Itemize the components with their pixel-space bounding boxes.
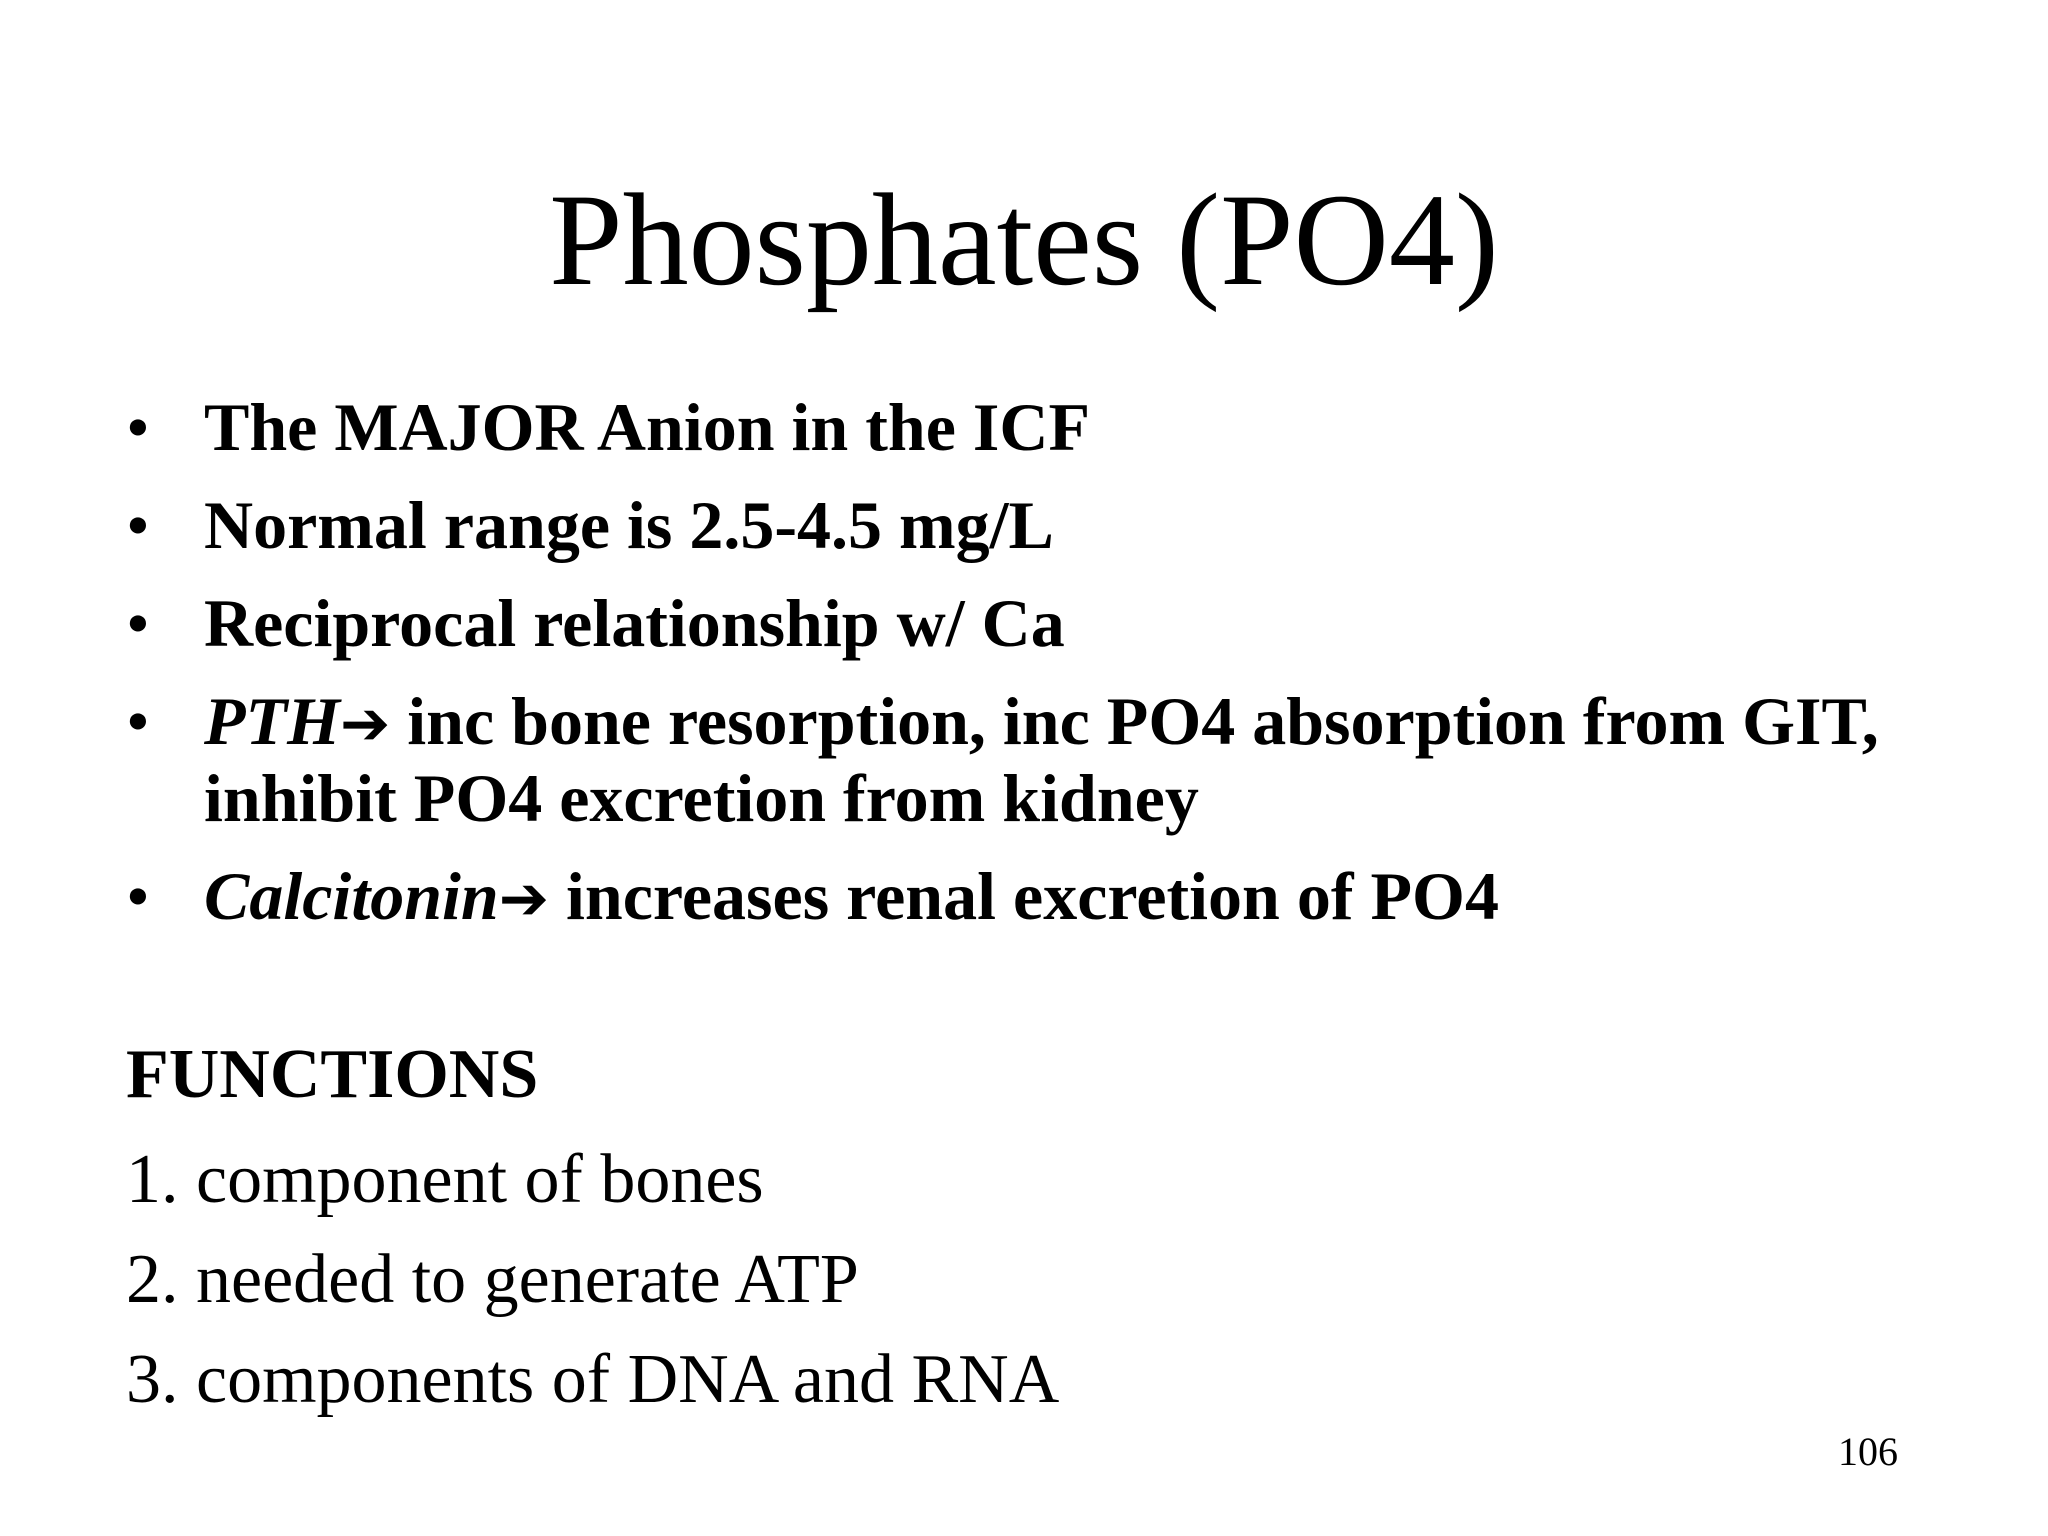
functions-list (126, 1130, 1059, 1430)
bullet-list (126, 390, 1976, 960)
functions-list-item: 2. needed to generate ATP (126, 1241, 859, 1318)
functions-heading: FUNCTIONS (126, 1036, 539, 1113)
bullet-marker: • (126, 487, 150, 563)
functions-list-item: 1. component of bones (126, 1141, 764, 1218)
right-arrow-icon: ➔ (339, 689, 391, 759)
page-number: 106 (1838, 1429, 1898, 1474)
bullet-text: increases renal excretion of PO4 (549, 858, 1499, 934)
bullet-item (126, 390, 1976, 464)
right-arrow-icon: ➔ (498, 864, 550, 934)
bullet-lead-term: Calcitonin (204, 858, 499, 934)
bullet-marker: • (126, 858, 150, 934)
slide-title: Phosphates (PO4) (549, 166, 1499, 313)
bullet-text: Reciprocal relationship w/ Ca (204, 585, 1065, 661)
bullet-item (126, 684, 1976, 835)
bullet-lead-term: PTH (204, 683, 340, 759)
bullet-text: Normal range is 2.5-4.5 mg/L (204, 487, 1054, 563)
bullet-marker: • (126, 585, 150, 661)
bullet-text: inc bone resorption, inc PO4 absorption from GIT, inhibit PO4 excretion from kidney (204, 683, 1879, 836)
bullet-marker: • (126, 389, 150, 465)
functions-list-item: 3. components of DNA and RNA (126, 1341, 1060, 1418)
bullet-item (126, 859, 1976, 936)
bullet-text: The MAJOR Anion in the ICF (204, 389, 1090, 465)
bullet-item (126, 586, 1976, 660)
bullet-item (126, 488, 1976, 562)
bullet-marker: • (126, 683, 150, 759)
